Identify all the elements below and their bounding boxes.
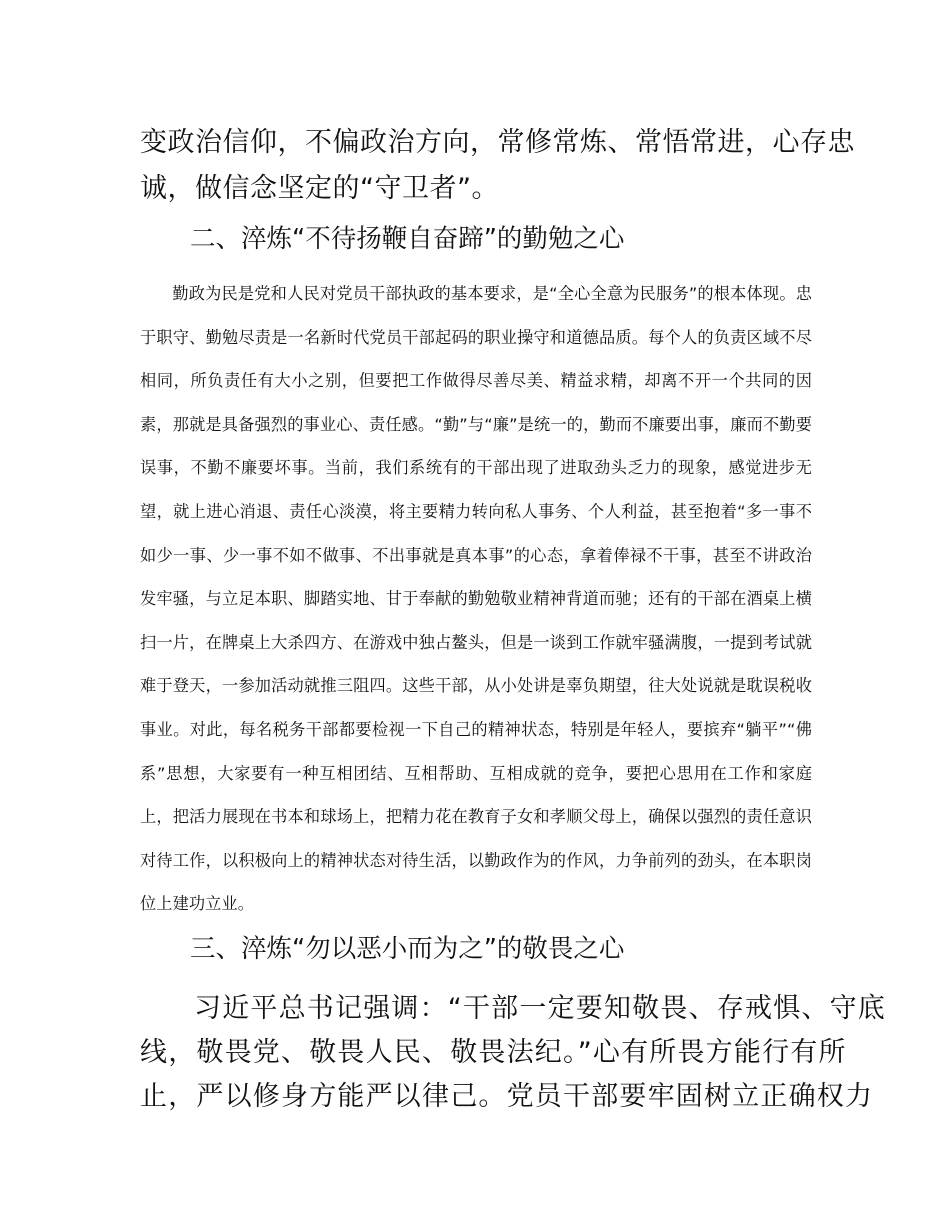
section-2-heading: 二、淬炼“不待扬鞭自奋蹄”的勤勉之心	[190, 224, 625, 254]
section-3-heading: 三、淬炼“勿以恶小而为之”的敬畏之心	[190, 934, 625, 964]
intro-line-1: 变政治信仰，不偏政治方向，常修常炼、常悟常进，心存忠	[140, 127, 855, 158]
section-3-line-2: 线，敬畏党、敬畏人民、敬畏法纪。”心有所畏方能行有所	[140, 1037, 847, 1068]
section-2-body: 勤政为民是党和人民对党员干部执政的基本要求，是“全心全意为民服务”的根本体现。忠于职守、勤勉尽责是一名新时代党员干部起码的职业操守和道德品质。每个人的负责区域不尽相同，所负责任有大小之别，但要把工作做得尽善尽美、精益求精，却离不开一个共同的因素，那就是具备强烈的事业心、责任感。“勤”与“廉”是统一的，勤而不廉要出事，廉而不勤要误事，不勤不廉要坏事。当前，我们系统有的干部出现了进取劲头乏力的现象，感觉进步无望，就上进心消退、责任心淡漠，将主要精力转向私人事务、个人利益，甚至抱着“多一事不如少一事、少一事不如不做事、不出事就是真本事”的心态，拿着俸禄不干事，甚至不讲政治发牢骚，与立足本职、脚踏实地、甘于奉献的勤勉敬业精神背道而驰；还有的干部在酒桌上横扫一片，在牌桌上大杀四方、在游戏中独占鳌头，但是一谈到工作就牢骚满腹，一提到考试就难于登天，一参加活动就推三阻四。这些干部，从小处讲是辜负期望，往大处说就是耽误税收事业。对此，每名税务干部都要检视一下自己的精神状态，特别是年轻人，要摈弃“躺平”“佛系”思想，大家要有一种互相团结、互相帮助、互相成就的竞争，要把心思用在工作和家庭上，把活力展现在书本和球场上，把精力花在教育子女和孝顺父母上，确保以强烈的责任意识对待工作，以积极向上的精神状态对待生活，以勤政作为的作风，力争前列的劲头，在本职岗位上建功立业。	[140, 284, 812, 914]
section-3-line-3: 止，严以修身方能严以律己。党员干部要牢固树立正确权力	[140, 1081, 874, 1112]
section-3-line-1: 习近平总书记强调：“干部一定要知敬畏、存戒惧、守底	[194, 993, 886, 1024]
intro-line-2: 诚，做信念坚定的“守卫者”。	[140, 173, 499, 204]
